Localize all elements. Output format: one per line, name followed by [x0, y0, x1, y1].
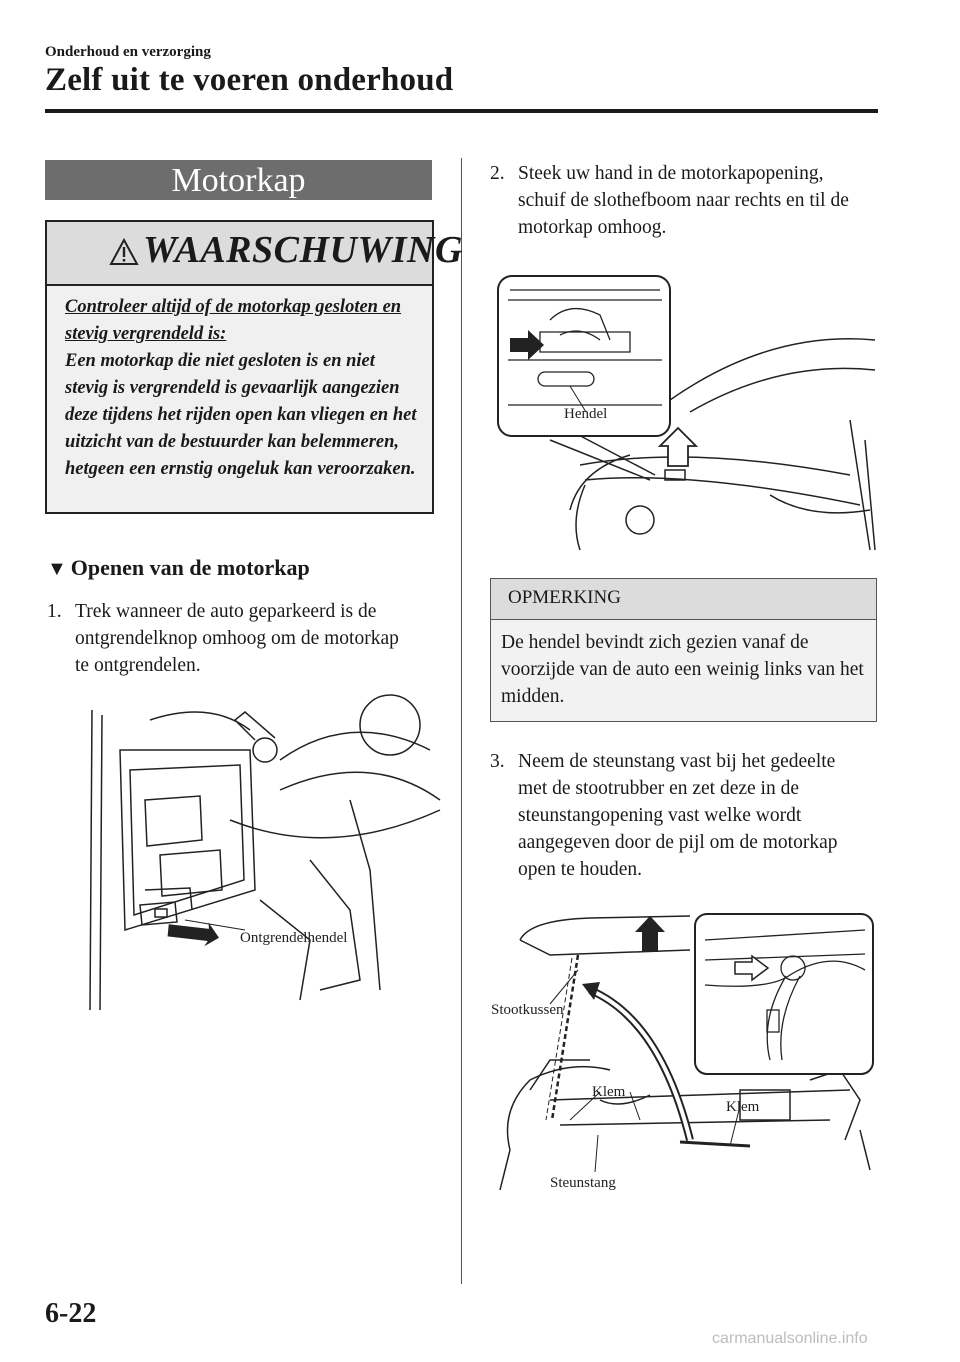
step-2: [490, 160, 860, 241]
title-rule: [45, 109, 878, 113]
bumper-label: Stootkussen: [491, 1002, 564, 1018]
step-number: 2.: [490, 163, 505, 184]
step-number: 3.: [490, 751, 505, 772]
section-banner: Motorkap: [45, 160, 432, 200]
release-lever-label: Ontgrendelhendel: [240, 930, 348, 946]
hood-lever-illustration: [490, 270, 880, 560]
warning-text: Een motorkap die niet gesloten is en niet stevig is vergrendeld is gevaarlijk aangezien deze tijdens het rijden open kan vliegen en het uitzicht van de bestuurder kan belemmeren, hetgeen een ernstig ongeluk kan veroorzaken.: [65, 351, 417, 479]
subheading: [47, 555, 310, 581]
section-label: Onderhoud en verzorging: [45, 44, 211, 60]
step-text: Trek wanneer de auto geparkeerd is de ontgrendelknop omhoog om de motorkap te ontgrendelen.: [75, 601, 399, 676]
down-triangle-icon: ▼: [47, 558, 67, 580]
step-1: [47, 598, 417, 679]
warning-triangle-icon: [109, 238, 139, 266]
clamp-label-right: Klem: [726, 1099, 760, 1115]
note-text: De hendel bevindt zich gezien vanaf de voorzijde van de auto een weinig links van het midden.: [501, 632, 864, 707]
note-title: OPMERKING: [508, 587, 621, 608]
step-3: [490, 748, 860, 883]
warning-box: [45, 220, 463, 514]
release-lever-illustration: [50, 690, 450, 1020]
subheading-text: Openen van de motorkap: [70, 555, 310, 580]
warning-body: [65, 294, 420, 483]
prop-rod-label: Steunstang: [550, 1175, 616, 1191]
note-box: [490, 578, 877, 722]
warning-title: WAARSCHUWING: [143, 229, 463, 271]
lever-label: Hendel: [564, 406, 608, 422]
footer-watermark: carmanualsonline.info: [712, 1330, 868, 1347]
note-header: [491, 579, 876, 620]
page-title: Zelf uit te voeren onderhoud: [45, 62, 454, 98]
step-text: Neem de steunstang vast bij het gedeelte met de stootrubber en zet deze in de steunstangopening vast welke wordt aangegeven door de pijl om de motorkap open te houden.: [518, 751, 838, 880]
warning-lead: Controleer altijd of de motorkap gesloten en stevig vergrendeld is:: [65, 297, 402, 344]
step-number: 1.: [47, 601, 62, 622]
step-text: Steek uw hand in de motorkapopening, schuif de slothefboom naar rechts en til de motorkap omhoog.: [518, 163, 849, 238]
clamp-label-left: Klem: [592, 1084, 626, 1100]
column-divider: [461, 158, 462, 1284]
prop-rod-illustration: [490, 910, 880, 1200]
page-number: 6-22: [45, 1298, 97, 1329]
warning-header: [47, 222, 463, 286]
